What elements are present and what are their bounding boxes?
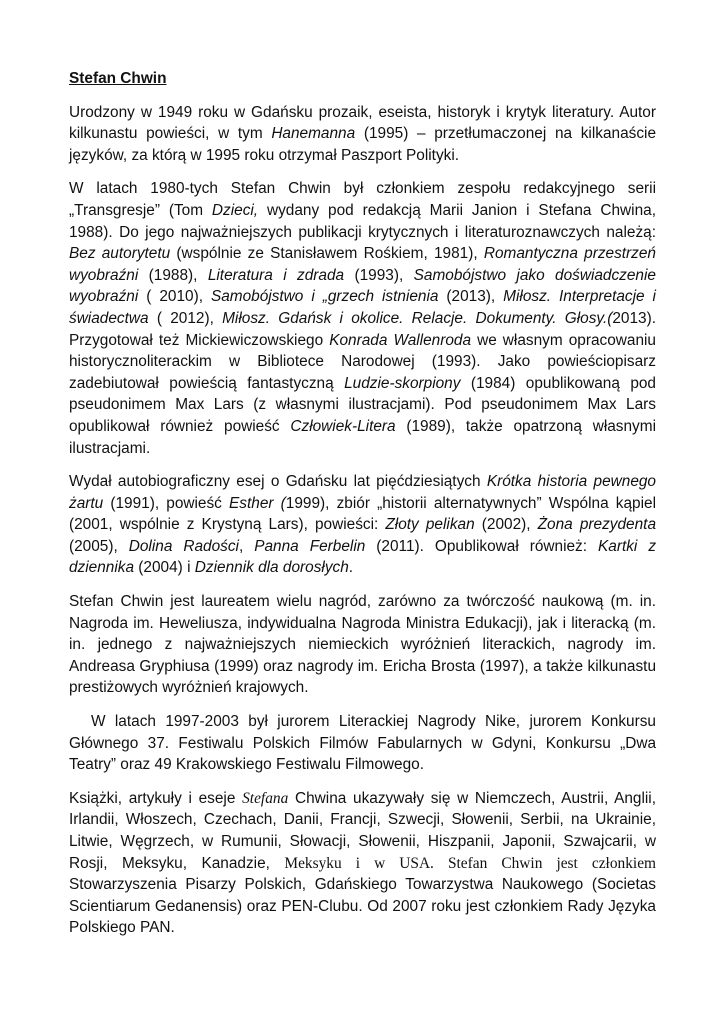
paragraph-biography-intro: Urodzony w 1949 roku w Gdańsku prozaik, eseista, historyk i krytyk literatury. Autor kilkunastu powieści, w tym Hanemanna (1995) – przetłumaczonej na kilkanaście języków, za którą w 1995 roku otrzymał Paszport Polityki. — [69, 103, 657, 164]
paragraph-jury: W latach 1997-2003 był jurorem Literackiej Nagrody Nike, jurorem Konkursu Głównego 37. Festiwalu Polskich Filmów Fabularnych w Gdyni, Konkursu „Dwa Teatry” oraz 49 Krakowskiego Festiwalu Filmowego. — [69, 713, 656, 774]
paragraph-novels: Wydał autobiograficzny esej o Gdańsku lat pięćdziesiątych Krótka historia pewnego żartu (1991), powieść Esther (1999), zbiór „historii alternatywnych” Wspólna kąpiel (2001, wspólnie z Krystyną Lars), powieści: Złoty pelikan (2002), Żona prezydenta (2005), Dolina Radości, Panna Ferbelin (2011). Opublikował również: Kartki z dziennika (2004) i Dziennik dla dorosłych. — [69, 473, 657, 577]
paragraph-critical-works: W latach 1980-tych Stefan Chwin był członkiem zespołu redakcyjnego serii „Transgresje” (Tom Dzieci, wydany pod redakcją Marii Janion i Stefana Chwina, 1988). Do jego najważniejszych publikacji krytycznych i literaturoznawczych należą: Bez autorytetu (wspólnie ze Stanisławem Rośkiem, 1981), Romantyczna przestrzeń wyobraźni (1988), Literatura i zdrada (1993), Samobójstwo jako doświadczenie wyobraźni ( 2010), Samobójstwo i „grzech istnienia (2013), Miłosz. Interpretacje i świadectwa ( 2012), Miłosz. Gdańsk i okolice. Relacje. Dokumenty. Głosy.(2013). Przygotował też Mickiewiczowskiego Konrada Wallenroda we własnym opracowaniu historycznoliterackim w Bibliotece Narodowej (1993). Jako powieściopisarz zadebiutował powieścią fantastyczną Ludzie-skorpiony (1984) opublikowaną pod pseudonimem Max Lars (z własnymi ilustracjami). Pod pseudonimem Max Lars opublikował również powieść Człowiek-Litera (1989), także opatrzoną własnymi ilustracjami. — [69, 180, 656, 457]
paragraph-awards: Stefan Chwin jest laureatem wielu nagród, zarówno za twórczość naukową (m. in. Nagroda im. Heweliusza, indywidualna Nagroda Ministra Edukacji), jak i literacką (m. in. jednego z najważniejszych niemieckich wyróżnień literackich, nagrody im. Andreasa Gryphiusa (1999) oraz nagrody im. Ericha Brosta (1997), a także kilkunastu prestiżowych wyróżnień krajowych. — [69, 593, 656, 697]
document-title: Stefan Chwin — [69, 70, 167, 87]
paragraph-translations: Książki, artykuły i eseje Stefana Chwina ukazywały się w Niemczech, Austrii, Anglii, Irlandii, Włoszech, Czechach, Danii, Francji, Szwecji, Słowenii, Serbii, na Ukrainie, Litwie, Węgrzech, w Rumunii, Słowacji, Słowenii, Hiszpanii, Japonii, Szwajcarii, w Rosji, Meksyku, Kanadzie, Meksyku i w USA. Stefan Chwin jest członkiem Stowarzyszenia Pisarzy Polskich, Gdańskiego Towarzystwa Naukowego (Societas Scientiarum Gedanensis) oraz PEN-Clubu. Od 2007 roku jest członkiem Rady Języka Polskiego PAN. — [69, 789, 656, 937]
